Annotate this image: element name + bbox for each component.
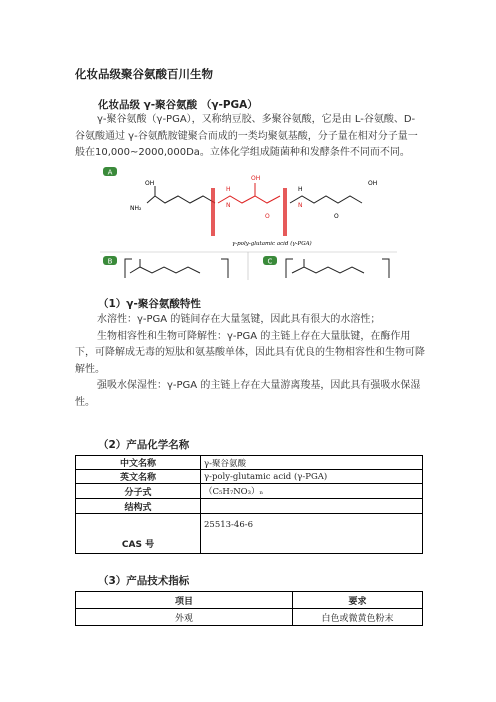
table-row <box>76 514 423 554</box>
h-mid: H <box>226 186 231 193</box>
o-right: O <box>334 213 339 220</box>
intro-text: γ-聚谷氨酸（γ-PGA），又称纳豆胶、多聚谷氨酸，它是由 L-谷氨酸、D-谷氨酸通过 γ-谷氨酰胺键聚合而成的一类均聚氨基酸，分子量在相对分子量一般在10,000~2000,000Da。立体化学组成随菌种和发酵条件不同而不同。 <box>75 114 418 158</box>
row-value: 25513-46-6 <box>201 514 423 554</box>
spec-item: 外观 <box>76 609 293 626</box>
section1-title: （1）γ-聚谷氨酸特性 <box>98 298 201 310</box>
intro-paragraph <box>75 112 425 162</box>
document-title: 化妆品级聚谷氨酸百川生物 <box>75 67 213 81</box>
oh-center: OH <box>251 175 261 182</box>
label-a: A <box>107 168 113 177</box>
header-item: 项目 <box>76 592 293 609</box>
property-moisture: 强吸水保湿性：γ-PGA 的主链上存在大量游离羧基，因此具有强吸水保湿性。 <box>75 380 421 408</box>
row-label: 英文名称 <box>76 470 201 484</box>
o-mid: O <box>265 213 270 220</box>
section3-title: （3）产品技术指标 <box>98 575 190 587</box>
property-solubility: 水溶性：γ-PGA 的链间存在大量氢键，因此具有很大的水溶性； <box>97 314 381 325</box>
h-right: H <box>298 186 303 193</box>
table-row <box>76 609 423 626</box>
n-right: N <box>298 202 303 209</box>
property-biocompatibility: 生物相容性和生物可降解性：γ-PGA 的主链上存在大量肽键，在酶作用下，可降解成无毒的短肽和氨基酸单体，因此具有优良的生物相容性和生物可降解性。 <box>75 330 425 375</box>
label-b: B <box>107 257 113 266</box>
row-label: 分子式 <box>76 484 201 499</box>
table-header-row <box>76 592 423 609</box>
row-label: 中文名称 <box>76 456 201 470</box>
figure-caption: γ-poly-glutamic acid (γ-PGA) <box>232 241 312 247</box>
n-mid: N <box>226 202 231 209</box>
row-value: γ-聚谷氨酸 <box>201 456 423 470</box>
table-row <box>76 456 423 470</box>
oh-left: OH <box>145 180 155 187</box>
row-value: γ-poly-glutamic acid (γ-PGA) <box>201 470 423 484</box>
header-requirement: 要求 <box>293 592 423 609</box>
row-value <box>201 499 423 514</box>
nh2-label: NH₂ <box>130 205 142 212</box>
product-heading: 化妆品级 γ-聚谷氨酸 （γ-PGA） <box>98 99 258 111</box>
chemical-name-table <box>75 455 423 554</box>
structure-diagram <box>100 163 397 280</box>
row-label: 结构式 <box>76 499 201 514</box>
spec-table <box>75 591 423 626</box>
label-c: C <box>267 257 273 266</box>
table-row <box>76 499 423 514</box>
oh-right: OH <box>368 180 378 187</box>
table-row <box>76 470 423 484</box>
row-label: CAS 号 <box>76 514 201 554</box>
section2-title: （2）产品化学名称 <box>98 439 190 451</box>
spec-requirement: 白色或微黄色粉末 <box>293 609 423 626</box>
table-row <box>76 484 423 499</box>
row-value: （C₅H₇NO₃）ₙ <box>201 484 423 499</box>
section1-body <box>75 312 425 411</box>
structure-figure <box>100 163 397 280</box>
